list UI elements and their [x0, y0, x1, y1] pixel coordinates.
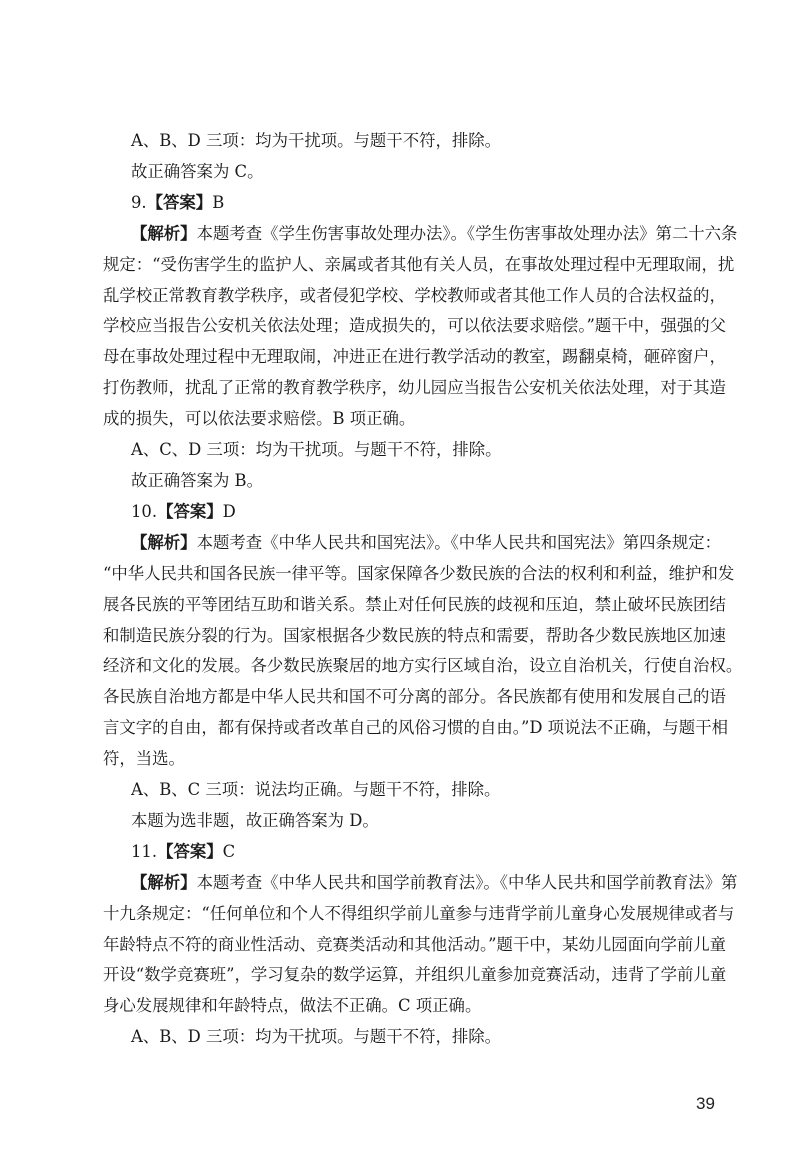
q9-analysis-label: 【解析】 — [131, 223, 197, 243]
q10-analysis-line: 符，当选。 — [103, 749, 185, 769]
q9-analysis-line: 学校应当报告公安机关依法处理；造成损失的，可以依法要求赔偿。”题干中，强强的父 — [103, 316, 727, 336]
q11-analysis-line: 十九条规定：“任何单位和个人不得组织学前儿童参与违背学前儿童身心发展规律或者与 — [103, 903, 735, 923]
q10-analysis-label: 【解析】 — [131, 532, 197, 552]
q10-analysis-line: 言文字的自由，都有保持或者改革自己的风俗习惯的自由。”D 项说法不正确，与题干相 — [103, 718, 728, 738]
q11-answer — [103, 837, 719, 868]
q9-answer-value: B — [212, 192, 225, 212]
q10-conclusion: 本题为选非题，故正确答案为 D。 — [131, 810, 379, 830]
q8-conclusion: 故正确答案为 C。 — [131, 161, 264, 181]
q10-analysis-line: 和制造民族分裂的行为。国家根据各少数民族的特点和需要，帮助各少数民族地区加速 — [103, 625, 726, 645]
q11-analysis — [103, 868, 738, 1023]
q10-analysis-line: “中华人民共和国各民族一律平等。国家保障各少数民族的合法的权利和利益，维护和发 — [103, 563, 735, 583]
page-number: 39 — [696, 1094, 715, 1113]
q10-answer-label: 【答案】 — [157, 501, 223, 521]
q9-conclusion: 故正确答案为 B。 — [131, 470, 263, 490]
q8-exclude-line: A、B、D 三项：均为干扰项。与题干不符，排除。 — [131, 131, 502, 150]
q9-analysis-line: 母在事故处理过程中无理取闹，冲进正在进行教学活动的教室，踢翻桌椅，砸碎窗户， — [103, 347, 726, 367]
q9-analysis-line: 规定：“受伤害学生的监护人、亲属或者其他有关人员，在事故处理过程中无理取闹，扰 — [103, 254, 735, 274]
q11-exclude-line: A、B、D 三项：均为干扰项。与题干不符，排除。 — [131, 1027, 502, 1047]
q10-analysis-line: 展各民族的平等团结互助和谐关系。禁止对任何民族的歧视和压迫，禁止破坏民族团结 — [103, 594, 726, 614]
q11-answer-label: 【答案】 — [157, 841, 223, 861]
q10-answer-value: D — [222, 501, 236, 521]
q9-analysis-line: 乱学校正常教育教学秩序，或者侵犯学校、学校教师或者其他工作人员的合法权益的， — [103, 285, 726, 305]
q9-number: 9. — [131, 192, 147, 212]
q9-exclude-line: A、C、D 三项：均为干扰项。与题干不符，排除。 — [131, 440, 502, 460]
page-content — [103, 126, 743, 1053]
q9-analysis — [103, 219, 738, 435]
q10-number: 10. — [131, 501, 158, 521]
q11-number: 11. — [131, 841, 158, 861]
q11-analysis-line: 【解析】本题考查《中华人民共和国学前教育法》。《中华人民共和国学前教育法》第 — [131, 872, 738, 892]
q10-analysis-line: 各民族自治地方都是中华人民共和国不可分离的部分。各民族都有使用和发展自己的语 — [103, 687, 726, 707]
q9-answer — [103, 188, 719, 219]
q10-analysis-line: 经济和文化的发展。各少数民族聚居的地方实行区域自治，设立自治机关，行使自治权。 — [103, 656, 743, 676]
q11-analysis-line: 开设“数学竞赛班”，学习复杂的数学运算，并组织儿童参加竞赛活动，违背了学前儿童 — [103, 965, 727, 985]
q11-analysis-line: 身心发展规律和年龄特点，做法不正确。C 项正确。 — [103, 996, 482, 1016]
q10-analysis-line: 【解析】本题考查《中华人民共和国宪法》。《中华人民共和国宪法》第四条规定： — [131, 532, 722, 552]
q11-analysis-line: 年龄特点不符的商业性活动、竞赛类活动和其他活动。”题干中，某幼儿园面向学前儿童 — [103, 934, 727, 954]
q10-answer — [103, 497, 719, 528]
q10-analysis — [103, 528, 743, 775]
q9-answer-label: 【答案】 — [146, 192, 213, 212]
q9-analysis-line: 【解析】本题考查《学生伤害事故处理办法》。《学生伤害事故处理办法》第二十六条 — [131, 223, 738, 243]
q11-answer-value: C — [222, 841, 236, 861]
q11-analysis-label: 【解析】 — [131, 872, 197, 892]
q10-exclude-line: A、B、C 三项：说法均正确。与题干不符，排除。 — [131, 780, 501, 800]
q9-analysis-line: 成的损失，可以依法要求赔偿。B 项正确。 — [103, 409, 416, 429]
q9-analysis-line: 打伤教师，扰乱了正常的教育教学秩序，幼儿园应当报告公安机关依法处理，对于其造 — [103, 378, 726, 398]
